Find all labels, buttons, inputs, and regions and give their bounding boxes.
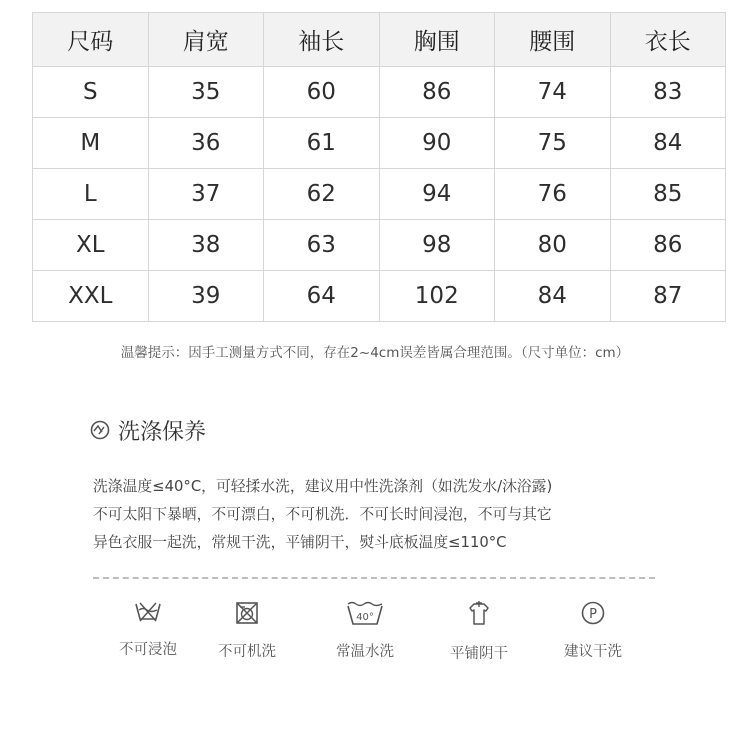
table-cell: M	[33, 118, 149, 169]
size-chart-table	[32, 12, 726, 322]
table-cell: 84	[610, 118, 726, 169]
care-label: 不可浸泡	[119, 642, 177, 658]
table-cell: 90	[379, 118, 495, 169]
table-cell: 102	[379, 271, 495, 322]
care-icon	[90, 420, 110, 440]
table-cell: XL	[33, 220, 149, 271]
care-line: 洗涤温度≤40°C，可轻揉水洗，建议用中性洗涤剂（如洗发水/沐浴露)	[93, 478, 553, 495]
table-cell: XXL	[33, 271, 149, 322]
table-cell: 94	[379, 169, 495, 220]
table-cell: 64	[264, 271, 380, 322]
table-cell: 74	[495, 67, 611, 118]
table-cell: 83	[610, 67, 726, 118]
care-label: 建议干洗	[564, 644, 622, 660]
wash-40-icon	[346, 600, 384, 626]
dry-flat-shade-icon	[465, 600, 493, 628]
table-cell: 85	[610, 169, 726, 220]
care-label: 常温水洗	[336, 644, 394, 660]
table-cell: 80	[495, 220, 611, 271]
table-row	[33, 169, 726, 220]
care-item-dry-flat	[429, 600, 529, 663]
table-row	[33, 220, 726, 271]
table-cell: 75	[495, 118, 611, 169]
care-line: 异色衣服一起洗，常规干洗，平铺阴干，熨斗底板温度≤110°C	[93, 534, 507, 551]
table-cell: 86	[379, 67, 495, 118]
table-row	[33, 67, 726, 118]
size-table-header-row	[33, 13, 726, 67]
table-cell: 63	[264, 220, 380, 271]
care-item-wash-40	[315, 600, 415, 661]
table-row	[33, 118, 726, 169]
table-cell: S	[33, 67, 149, 118]
table-cell: 86	[610, 220, 726, 271]
dashed-divider	[93, 577, 655, 579]
care-item-dry-clean	[543, 600, 643, 661]
table-row	[33, 271, 726, 322]
table-cell: 87	[610, 271, 726, 322]
header-size: 尺码	[33, 13, 149, 67]
care-item-no-machine-wash	[197, 600, 297, 661]
care-label: 不可机洗	[218, 644, 276, 660]
table-cell: 84	[495, 271, 611, 322]
header-sleeve: 袖长	[264, 13, 380, 67]
no-machine-wash-icon	[234, 600, 260, 626]
care-symbols	[90, 600, 690, 680]
care-line: 不可太阳下暴晒，不可漂白，不可机洗．不可长时间浸泡，不可与其它	[93, 506, 552, 523]
table-cell: 62	[264, 169, 380, 220]
header-chest: 胸围	[379, 13, 495, 67]
dry-clean-icon	[580, 600, 606, 626]
care-label: 平铺阴干	[450, 646, 508, 662]
table-cell: 38	[148, 220, 264, 271]
care-item-no-soak	[98, 600, 198, 659]
table-cell: 60	[264, 67, 380, 118]
measurement-note: 温馨提示：因手工测量方式不同，存在2~4cm误差皆属合理范围。（尺寸单位：cm）	[120, 345, 630, 361]
table-cell: 98	[379, 220, 495, 271]
header-length: 衣长	[610, 13, 726, 67]
table-cell: 61	[264, 118, 380, 169]
table-cell: 39	[148, 271, 264, 322]
care-section-title	[90, 414, 206, 446]
table-cell: 76	[495, 169, 611, 220]
wash-temp-text: 40°	[356, 612, 374, 623]
table-cell: L	[33, 169, 149, 220]
table-cell: 36	[148, 118, 264, 169]
care-instructions	[93, 473, 673, 557]
header-waist: 腰围	[495, 13, 611, 67]
no-soak-icon	[133, 600, 163, 624]
table-cell: 35	[148, 67, 264, 118]
care-title-text: 洗涤保养	[118, 419, 207, 445]
dry-clean-letter: P	[589, 607, 597, 622]
table-cell: 37	[148, 169, 264, 220]
header-shoulder: 肩宽	[148, 13, 264, 67]
